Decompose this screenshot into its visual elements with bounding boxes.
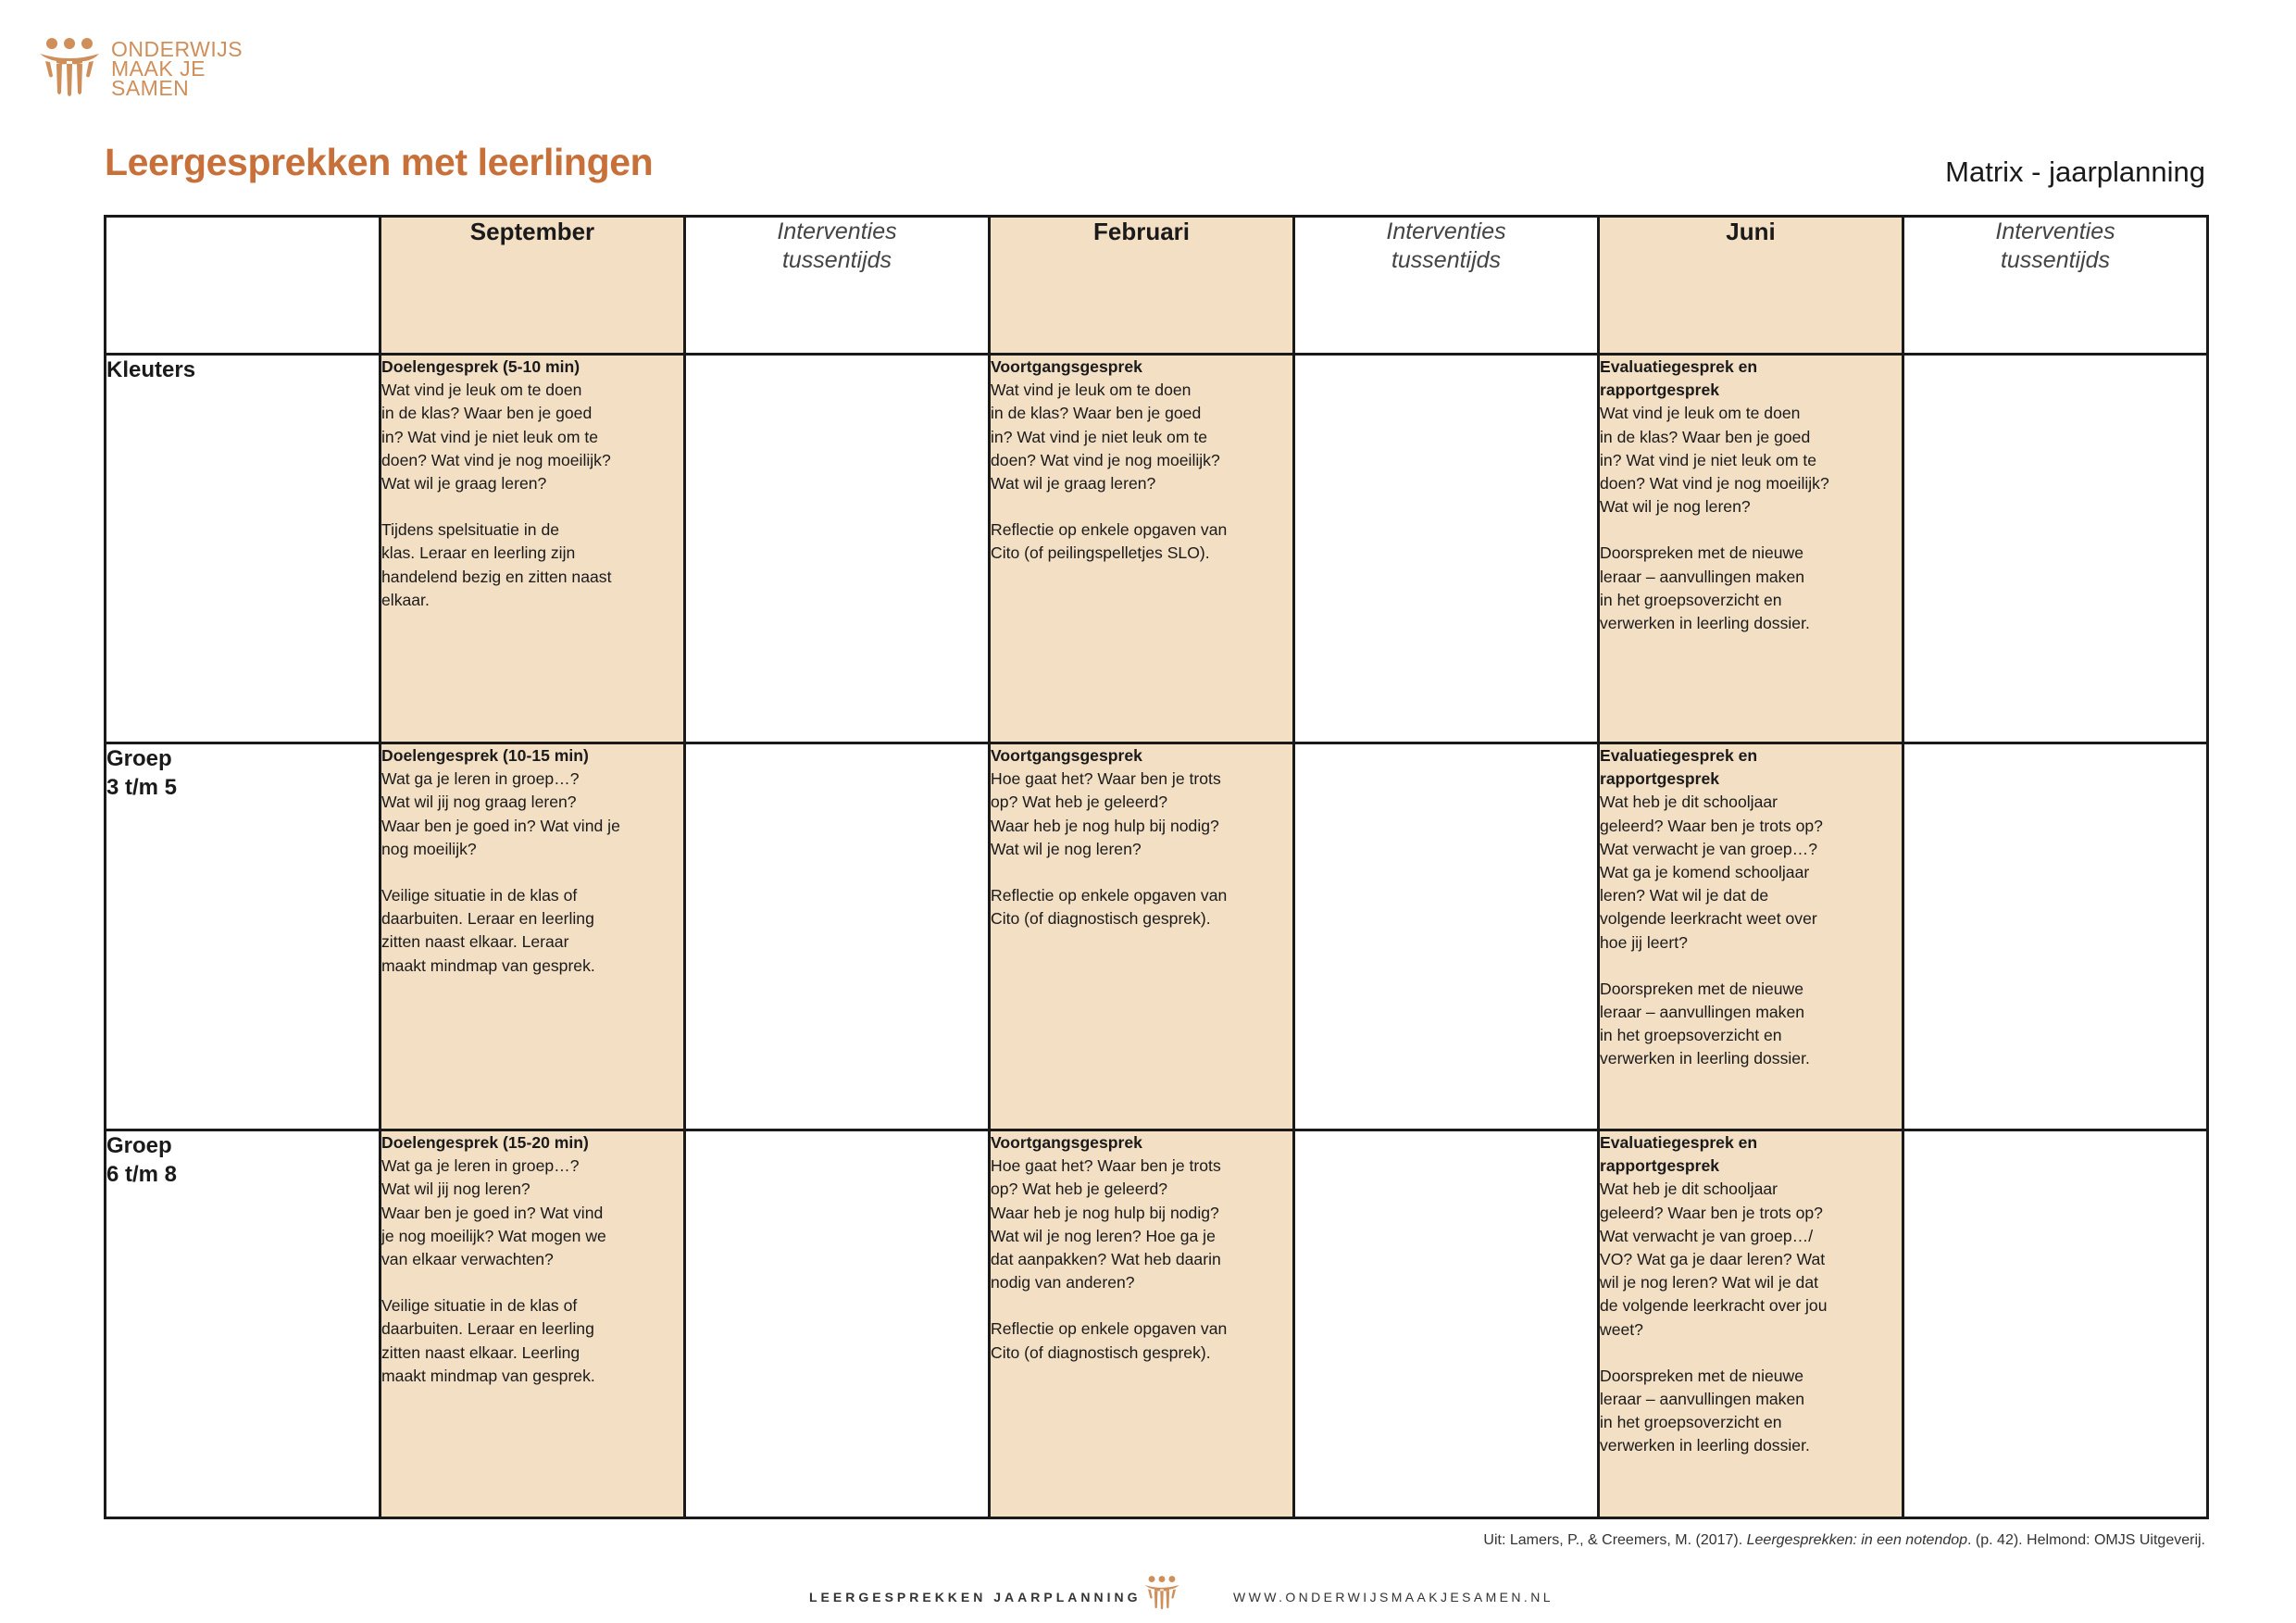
brand-line: ONDERWIJS: [111, 37, 243, 61]
row-label-line: 3 t/m 5: [106, 775, 178, 800]
column-header-februari: Februari: [990, 217, 1294, 355]
cell-interventions: [1294, 743, 1599, 1130]
row-label-line: Kleuters: [106, 357, 196, 382]
cell-februari: [990, 355, 1294, 743]
cell-september: [381, 743, 685, 1130]
cell-interventions: [1294, 1130, 1599, 1518]
cell-questions: Wat heb je dit schooljaar geleerd? Waar ben je trots op? Wat verwacht je van groep…? Wat ga je komend schooljaar leren? Wat wil je dat de volgende leerkracht weet over hoe jij leert?: [1600, 793, 1823, 952]
cell-note: Reflectie op enkele opgaven van Cito (of peilingspelletjes SLO).: [991, 520, 1228, 563]
cell-juni: [1599, 743, 1903, 1130]
cell-note: Doorspreken met de nieuwe leraar – aanvullingen maken in het groepsoverzicht en verwerken in leerling dossier.: [1600, 543, 1810, 633]
column-header-september: September: [381, 217, 685, 355]
page-title: Leergesprekken met leerlingen: [105, 141, 654, 183]
cell-interventions: [685, 743, 990, 1130]
table-row: [106, 743, 2208, 1130]
cell-questions: Wat heb je dit schooljaar geleerd? Waar ben je trots op? Wat verwacht je van groep…/ VO? Wat ga je daar leren? Wat wil je nog leren? Wat wil je dat de volgende leerkracht over jou weet?: [1600, 1180, 1828, 1339]
cell-title: Evaluatiegesprek en rapportgesprek: [1600, 746, 1758, 789]
cell-title: Voortgangsgesprek: [991, 357, 1142, 376]
cell-note: Veilige situatie in de klas of daarbuiten. Leraar en leerling zitten naast elkaar. Leerling maakt mindmap van gesprek.: [381, 1296, 595, 1385]
cell-februari: [990, 1130, 1294, 1518]
cell-note: Doorspreken met de nieuwe leraar – aanvullingen maken in het groepsoverzicht en verwerken in leerling dossier.: [1600, 1366, 1810, 1455]
brand-line: MAAK JE: [111, 56, 206, 81]
row-label-line: 6 t/m 8: [106, 1162, 178, 1187]
page-subtitle: Matrix - jaarplanning: [1945, 156, 2205, 188]
cell-questions: Wat ga je leren in groep…? Wat wil jij nog leren? Waar ben je goed in? Wat vind je nog moeilijk? Wat mogen we van elkaar verwachten?: [381, 1156, 606, 1269]
row-label-line: Groep: [106, 1133, 172, 1158]
row-label-line: Groep: [106, 746, 172, 771]
footer-document-name: LEERGESPREKKEN JAARPLANNING: [809, 1590, 1142, 1604]
cell-questions: Hoe gaat het? Waar ben je trots op? Wat heb je geleerd? Waar heb je nog hulp bij nodig? Wat wil je nog leren?: [991, 769, 1221, 858]
row-label: [106, 1130, 381, 1518]
cell-title: Voortgangsgesprek: [991, 746, 1142, 765]
cell-interventions: [1903, 355, 2208, 743]
column-header-interventions: Interventies tussentijds: [685, 217, 990, 355]
citation-book-title: Leergesprekken: in een notendop: [1746, 1532, 1968, 1548]
table-row: [106, 1130, 2208, 1518]
cell-interventions: [1903, 743, 2208, 1130]
citation-prefix: Uit: Lamers, P., & Creemers, M. (2017).: [1483, 1532, 1747, 1548]
cell-title: Evaluatiegesprek en rapportgesprek: [1600, 357, 1758, 400]
cell-juni: [1599, 1130, 1903, 1518]
cell-title: Evaluatiegesprek en rapportgesprek: [1600, 1133, 1758, 1176]
citation-suffix: . (p. 42). Helmond: OMJS Uitgeverij.: [1967, 1532, 2205, 1548]
cell-note: Veilige situatie in de klas of daarbuiten. Leraar en leerling zitten naast elkaar. Leraar maakt mindmap van gesprek.: [381, 886, 595, 975]
footer-website-link[interactable]: WWW.ONDERWIJSMAAKJESAMEN.NL: [1233, 1590, 1554, 1604]
row-label: [106, 355, 381, 743]
cell-note: Tijdens spelsituatie in de klas. Leraar en leerling zijn handelend bezig en zitten naast elkaar.: [381, 520, 612, 609]
cell-title: Voortgangsgesprek: [991, 1133, 1142, 1152]
cell-interventions: [1294, 355, 1599, 743]
cell-title: Doelengesprek (10-15 min): [381, 746, 589, 765]
cell-note: Reflectie op enkele opgaven van Cito (of diagnostisch gesprek).: [991, 1319, 1228, 1362]
planning-matrix: [104, 215, 2209, 1519]
column-header-juni: Juni: [1599, 217, 1903, 355]
cell-questions: Wat vind je leuk om te doen in de klas? Waar ben je goed in? Wat vind je niet leuk om te doen? Wat vind je nog moeilijk? Wat wil je nog leren?: [1600, 404, 1829, 517]
cell-questions: Hoe gaat het? Waar ben je trots op? Wat heb je geleerd? Waar heb je nog hulp bij nodig? Wat wil je nog leren? Hoe ga je dat aanpakken? Wat heb daarin nodig van anderen?: [991, 1156, 1221, 1292]
brand-line: SAMEN: [111, 76, 190, 100]
row-label: [106, 743, 381, 1130]
three-people-icon: [39, 35, 100, 98]
header-row: [106, 217, 2208, 355]
cell-juni: [1599, 355, 1903, 743]
three-people-icon: [1144, 1574, 1179, 1611]
cell-interventions: [685, 355, 990, 743]
cell-interventions: [1903, 1130, 2208, 1518]
citation: [1483, 1532, 2205, 1549]
cell-september: [381, 1130, 685, 1518]
cell-questions: Wat vind je leuk om te doen in de klas? Waar ben je goed in? Wat vind je niet leuk om te doen? Wat vind je nog moeilijk? Wat wil je graag leren?: [991, 381, 1220, 493]
cell-februari: [990, 743, 1294, 1130]
cell-title: Doelengesprek (15-20 min): [381, 1133, 589, 1152]
brand-wordmark: [111, 37, 243, 100]
cell-september: [381, 355, 685, 743]
cell-note: Reflectie op enkele opgaven van Cito (of diagnostisch gesprek).: [991, 886, 1228, 929]
cell-interventions: [685, 1130, 990, 1518]
cell-title: Doelengesprek (5-10 min): [381, 357, 580, 376]
table-row: [106, 355, 2208, 743]
cell-questions: Wat vind je leuk om te doen in de klas? Waar ben je goed in? Wat vind je niet leuk om te doen? Wat vind je nog moeilijk? Wat wil je graag leren?: [381, 381, 611, 493]
cell-note: Doorspreken met de nieuwe leraar – aanvullingen maken in het groepsoverzicht en verwerken in leerling dossier.: [1600, 979, 1810, 1068]
cell-questions: Wat ga je leren in groep…? Wat wil jij nog graag leren? Waar ben je goed in? Wat vind je nog moeilijk?: [381, 769, 620, 858]
brand-logo: [39, 35, 243, 98]
corner-cell: [106, 217, 381, 355]
column-header-interventions: Interventies tussentijds: [1903, 217, 2208, 355]
column-header-interventions: Interventies tussentijds: [1294, 217, 1599, 355]
